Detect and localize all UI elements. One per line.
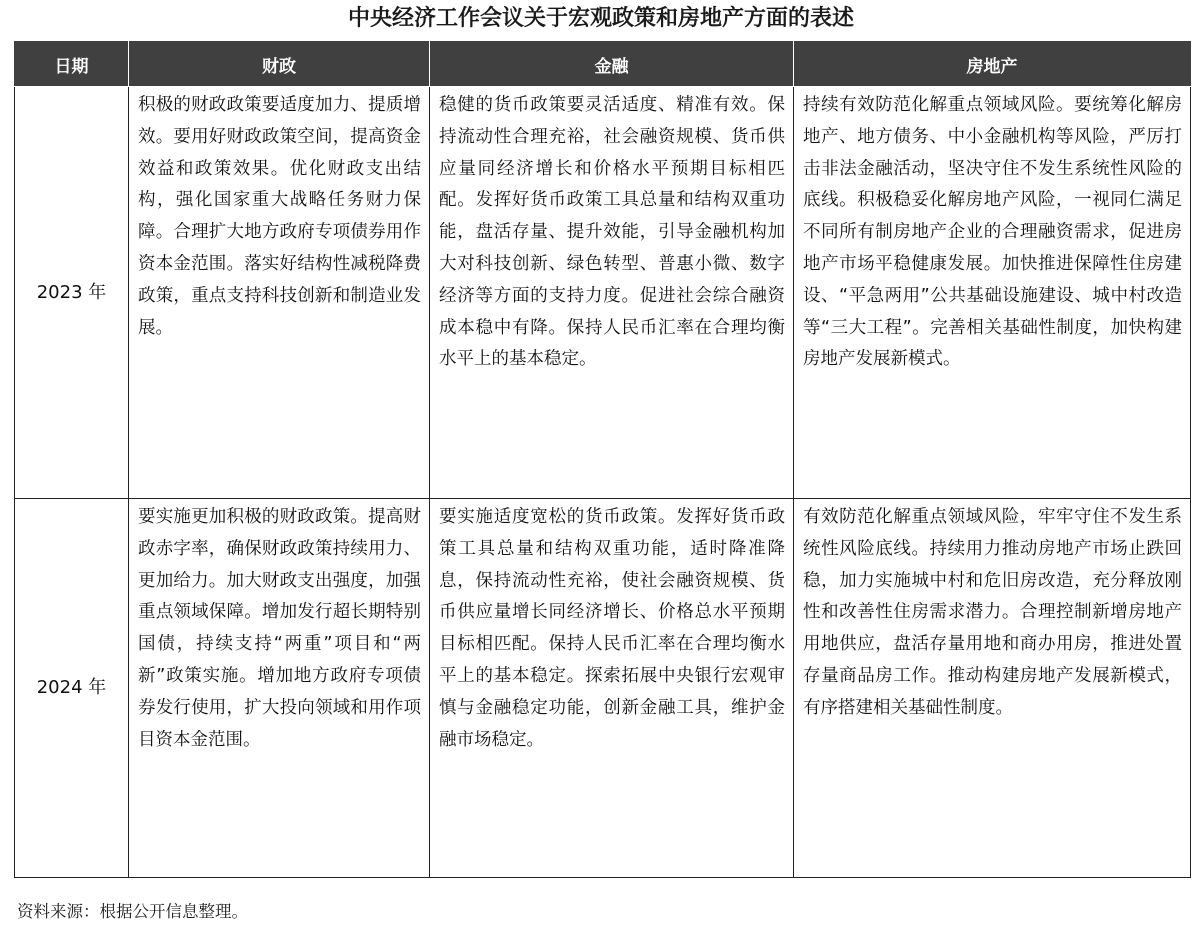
policy-table	[14, 41, 1191, 878]
header-date: 日期	[15, 42, 129, 87]
year-cell: 2024 年	[15, 499, 129, 878]
table-header-row	[15, 42, 1191, 87]
real-estate-cell: 持续有效防范化解重点领域风险。要统筹化解房地产、地方债务、中小金融机构等风险，严厉打击非法金融活动，坚决守住不发生系统性风险的底线。积极稳妥化解房地产风险，一视同仁满足不同所有制房地产企业的合理融资需求，促进房地产市场平稳健康发展。加快推进保障性住房建设、“平急两用”公共基础设施建设、城中村改造等“三大工程”。完善相关基础性制度，加快构建房地产发展新模式。	[794, 87, 1191, 499]
header-real-estate: 房地产	[794, 42, 1191, 87]
fiscal-cell: 积极的财政政策要适度加力、提质增效。要用好财政政策空间，提高资金效益和政策效果。优化财政支出结构，强化国家重大战略任务财力保障。合理扩大地方政府专项债券用作资本金范围。落实好结构性减税降费政策，重点支持科技创新和制造业发展。	[129, 87, 430, 499]
source-note: 资料来源：根据公开信息整理。	[17, 902, 248, 921]
header-fiscal: 财政	[129, 42, 430, 87]
finance-cell: 稳健的货币政策要灵活适度、精准有效。保持流动性合理充裕，社会融资规模、货币供应量同经济增长和价格水平预期目标相匹配。发挥好货币政策工具总量和结构双重功能，盘活存量、提升效能，引导金融机构加大对科技创新、绿色转型、普惠小微、数字经济等方面的支持力度。促进社会综合融资成本稳中有降。保持人民币汇率在合理均衡水平上的基本稳定。	[430, 87, 794, 499]
finance-cell: 要实施适度宽松的货币政策。发挥好货币政策工具总量和结构双重功能，适时降准降息，保持流动性充裕，使社会融资规模、货币供应量增长同经济增长、价格总水平预期目标相匹配。保持人民币汇率在合理均衡水平上的基本稳定。探索拓展中央银行宏观审慎与金融稳定功能，创新金融工具，维护金融市场稳定。	[430, 499, 794, 878]
real-estate-cell: 有效防范化解重点领域风险，牢牢守住不发生系统性风险底线。持续用力推动房地产市场止跌回稳，加力实施城中村和危旧房改造，充分释放刚性和改善性住房需求潜力。合理控制新增房地产用地供应，盘活存量用地和商办用房，推进处置存量商品房工作。推动构建房地产发展新模式，有序搭建相关基础性制度。	[794, 499, 1191, 878]
table-row	[15, 87, 1191, 499]
fiscal-cell: 要实施更加积极的财政政策。提高财政赤字率，确保财政政策持续用力、更加给力。加大财政支出强度，加强重点领域保障。增加发行超长期特别国债，持续支持“两重”项目和“两新”政策实施。增加地方政府专项债券发行使用，扩大投向领域和用作项目资本金范围。	[129, 499, 430, 878]
table-title: 中央经济工作会议关于宏观政策和房地产方面的表述	[347, 6, 854, 31]
year-cell: 2023 年	[15, 87, 129, 499]
header-finance: 金融	[430, 42, 794, 87]
table-row	[15, 499, 1191, 878]
